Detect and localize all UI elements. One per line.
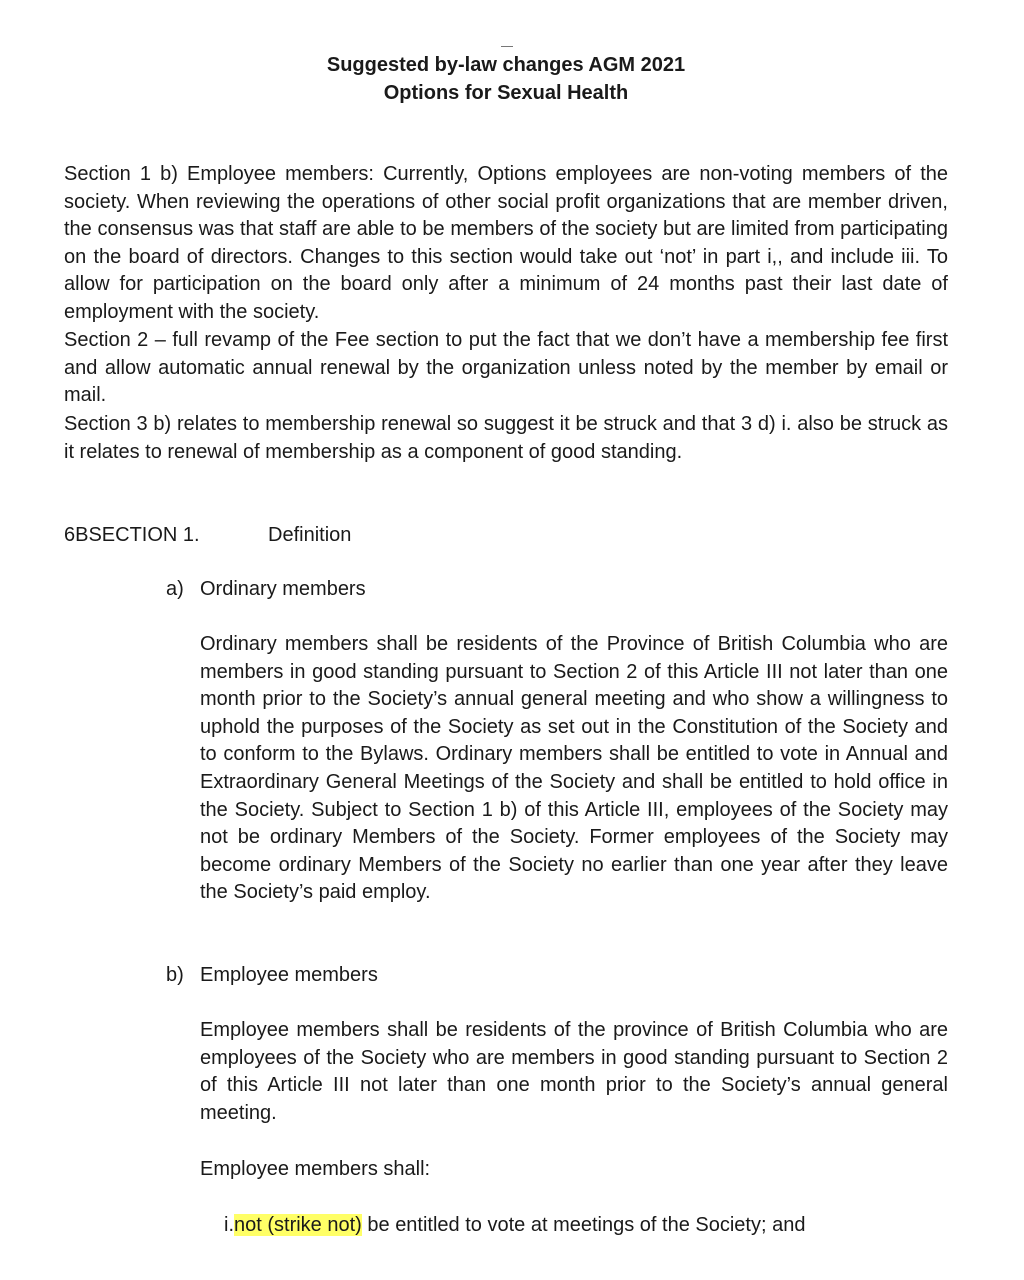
header-dash xyxy=(501,46,513,47)
intro-paragraph-2: Section 2 – full revamp of the Fee section to put the fact that we don’t have a membership fee first and allow automatic annual renewal by the organization unless noted by the member by email or mail. xyxy=(64,329,948,407)
sub-b-marker: b) xyxy=(166,964,184,986)
employee-members-shall: Employee members shall: xyxy=(200,1158,431,1180)
sub-b-label: Employee members xyxy=(200,964,378,986)
section-heading: 6BSECTION 1. xyxy=(64,524,200,546)
sub-a-label: Ordinary members xyxy=(200,578,366,600)
highlighted-text: not (strike not) xyxy=(234,1214,362,1236)
list-item-i xyxy=(224,1211,805,1239)
intro-paragraph-1: Section 1 b) Employee members: Currently, Options employees are non-voting members of the society. When reviewing the operations of other social profit organizations that are member driven, the consensus was that staff are able to be members of the society but are limited from participating on the board of directors. Changes to this section would take out ‘not’ in part i,, and include iii. To allow for participation on the board only after a minimum of 24 months past their last date of employment with the society. xyxy=(64,163,948,323)
intro-paragraph-3: Section 3 b) relates to membership renewal so suggest it be struck and that 3 d) i. also be struck as it relates to renewal of membership as a component of good standing. xyxy=(64,413,948,463)
section-title: Definition xyxy=(268,524,352,546)
list-item-i-marker: i. xyxy=(224,1214,234,1236)
employee-members-body: Employee members shall be residents of the province of British Columbia who are employees of the Society who are members in good standing pursuant to Section 2 of this Article III not later than one month prior to the Society’s annual general meeting. xyxy=(200,1019,948,1124)
ordinary-members-body: Ordinary members shall be residents of the Province of British Columbia who are members in good standing pursuant to Section 2 of this Article III not later than one month prior to the Society’s annual general meeting and who show a willingness to uphold the purposes of the Society as set out in the Constitution of the Society and to conform to the Bylaws. Ordinary members shall be entitled to vote in Annual and Extraordinary General Meetings of the Society and shall be entitled to hold office in the Society. Subject to Section 1 b) of this Article III, employees of the Society may not be ordinary Members of the Society. Former employees of the Society may become ordinary Members of the Society no earlier than one year after they leave the Society’s paid employ. xyxy=(200,633,948,904)
list-item-i-text: be entitled to vote at meetings of the Society; and xyxy=(361,1214,806,1236)
doc-title: Suggested by-law changes AGM 2021 xyxy=(326,54,686,76)
sub-a-marker: a) xyxy=(166,578,184,600)
doc-subtitle: Options for Sexual Health xyxy=(383,82,629,104)
